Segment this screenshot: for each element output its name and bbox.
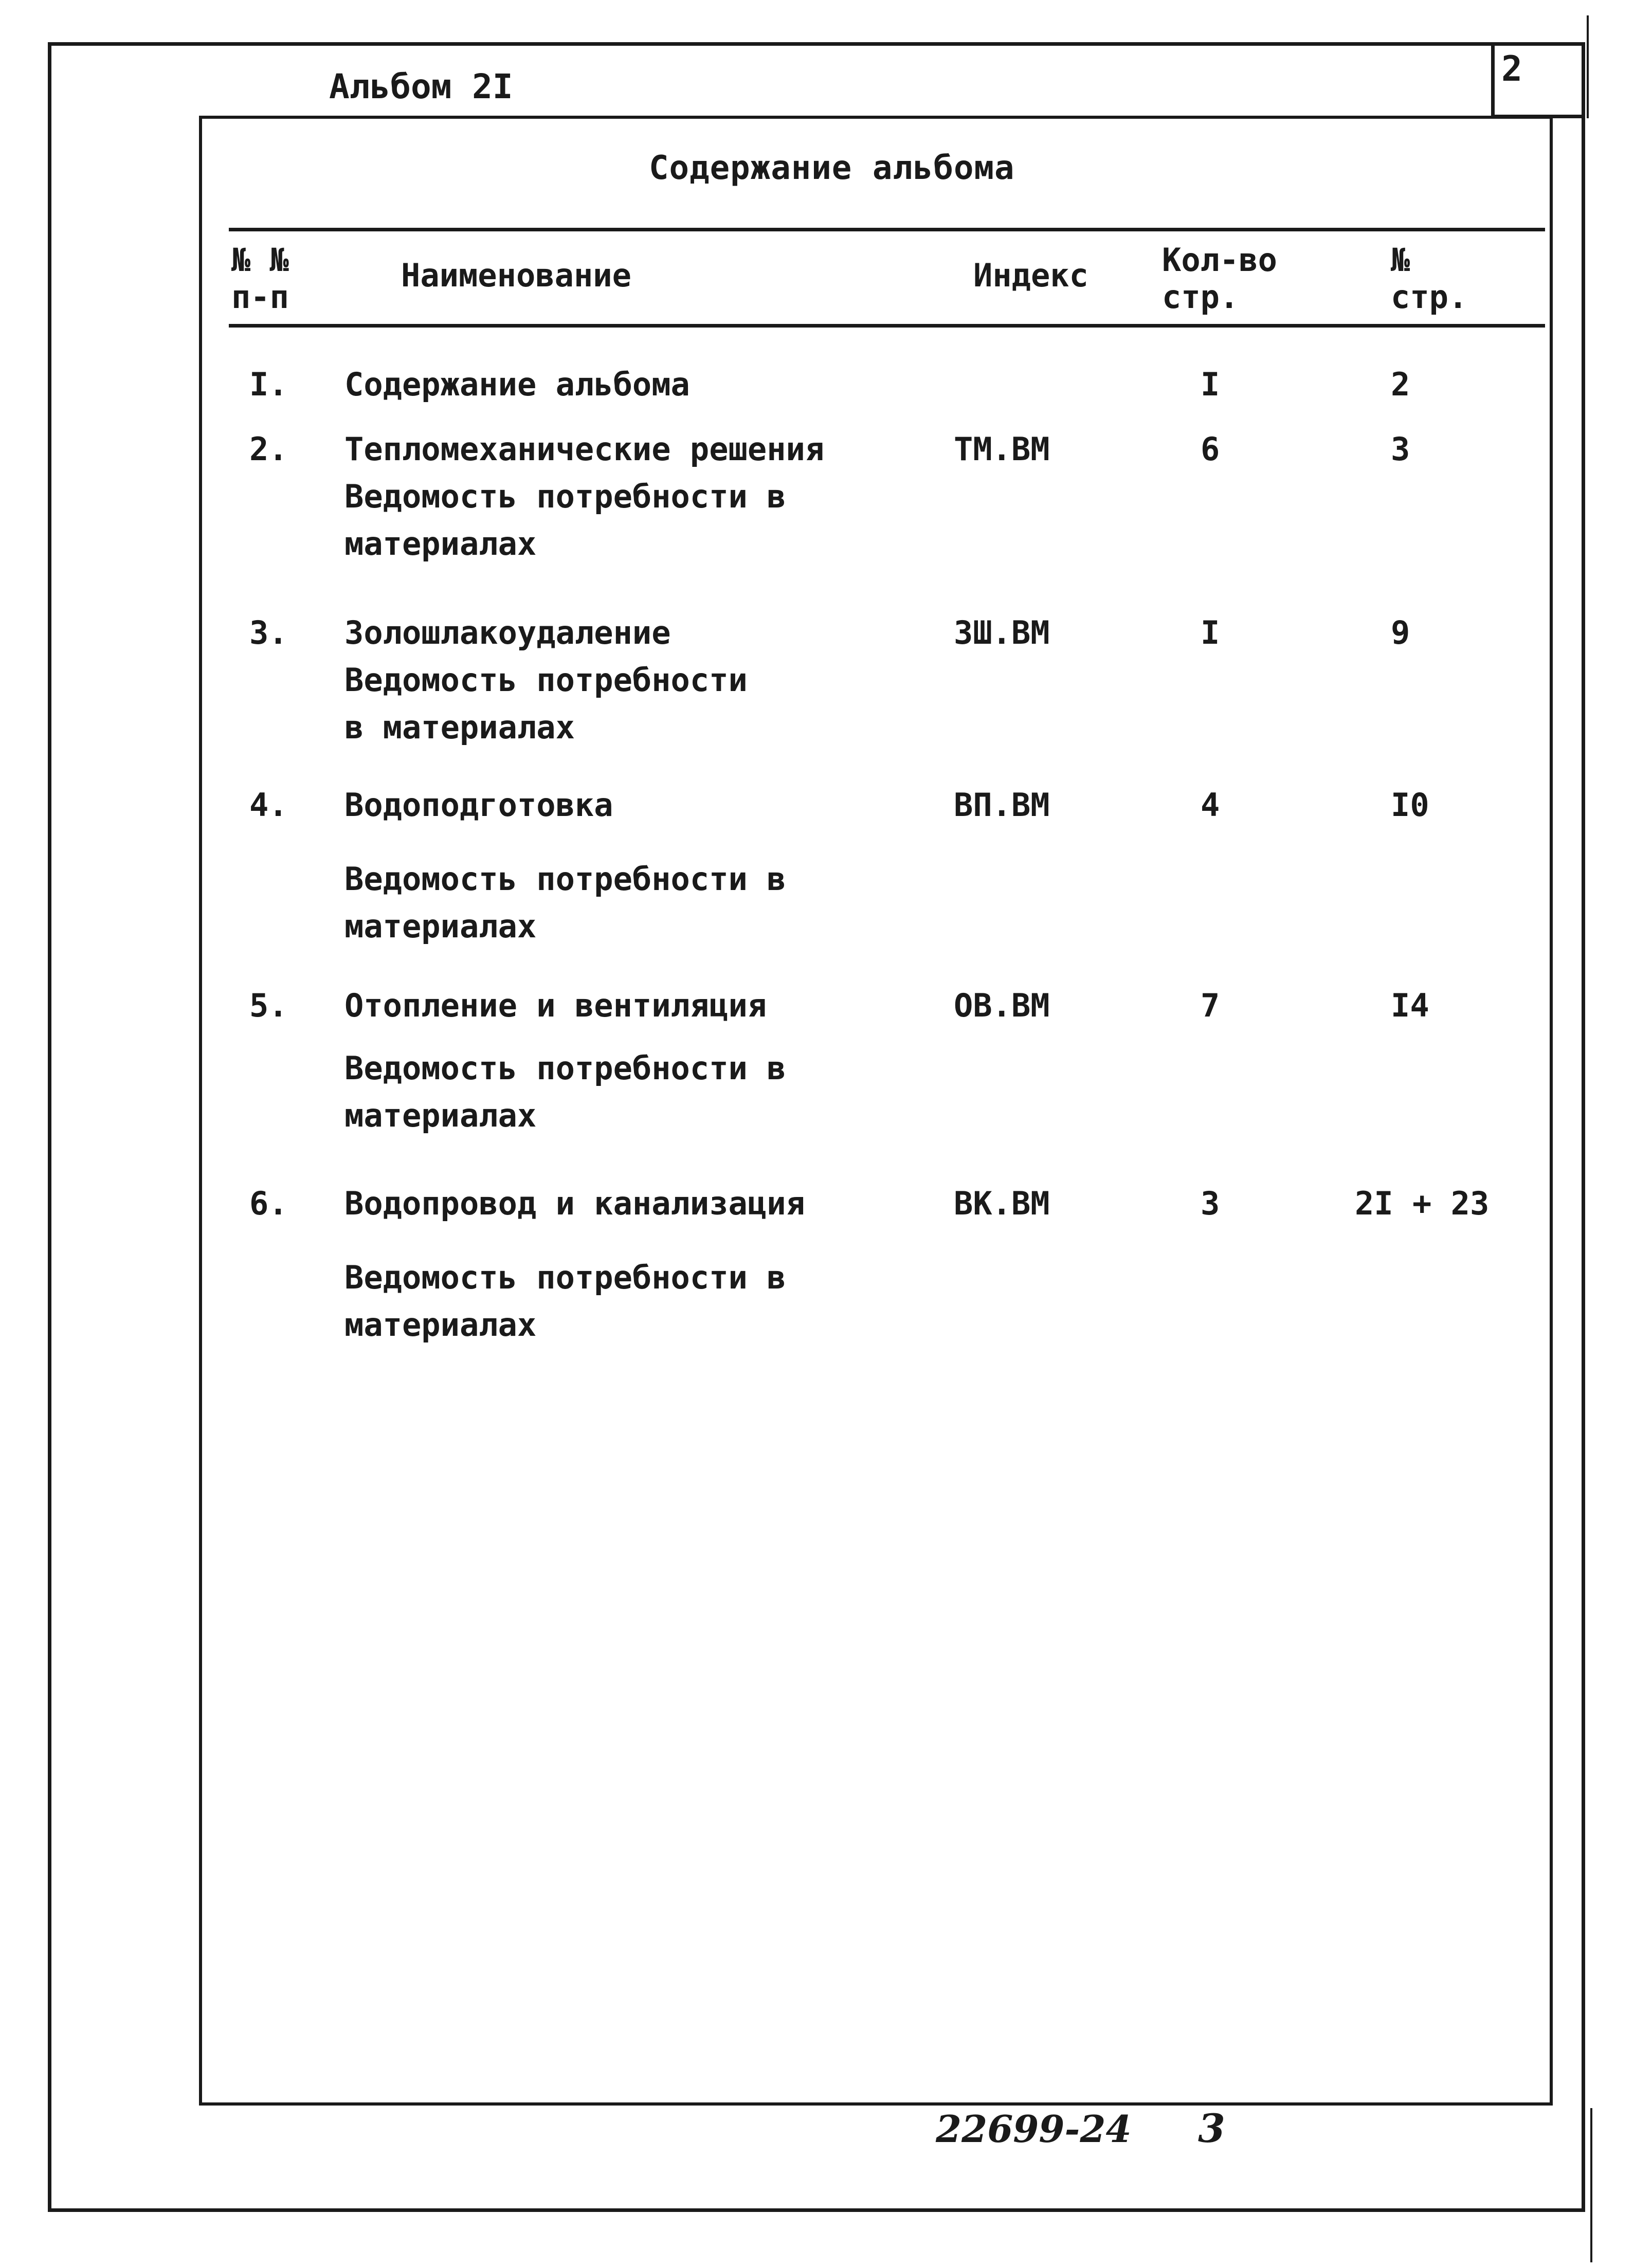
header-index: Индекс <box>973 257 1088 294</box>
header-pages <box>1162 242 1277 316</box>
row-name-line: Ведомость потребности в <box>344 1049 786 1087</box>
row-pages: 6 <box>1201 430 1220 468</box>
document-code: 22699-24 <box>936 2107 1132 2151</box>
row-name <box>344 982 786 1139</box>
row-start-page: 2 <box>1391 366 1410 403</box>
row-name <box>344 361 690 408</box>
row-num: 3. <box>249 614 288 651</box>
document-title: Содержание альбома <box>649 149 1015 187</box>
row-name-line: Содержание альбома <box>344 366 690 403</box>
row-pages: I <box>1201 614 1220 651</box>
scan-edge-mark <box>1590 2108 1592 2262</box>
row-name-line: Водоподготовка <box>344 786 613 824</box>
row-name <box>344 609 748 751</box>
row-name <box>344 1180 805 1349</box>
scan-edge-mark <box>1587 15 1589 118</box>
row-name <box>344 426 824 568</box>
row-pages: 3 <box>1201 1185 1220 1222</box>
row-name-line: материалах <box>344 1306 537 1344</box>
row-start-page: I0 <box>1391 786 1429 824</box>
row-name-line: Золошлакоудаление <box>344 614 671 651</box>
row-num: I. <box>249 366 288 403</box>
row-name-line: в материалах <box>344 709 575 746</box>
row-name-line: Отопление и вентиляция <box>344 987 767 1024</box>
row-name <box>344 782 786 950</box>
row-num: 4. <box>249 786 288 824</box>
header-pages-line2: стр. <box>1162 278 1239 316</box>
table-top-rule <box>229 228 1545 231</box>
row-start-page: 2I + 23 <box>1355 1185 1490 1222</box>
header-num <box>231 242 289 316</box>
row-start-page: 9 <box>1391 614 1410 651</box>
row-index: ОВ.ВМ <box>954 987 1050 1024</box>
row-pages: 4 <box>1201 786 1220 824</box>
row-name-line: Ведомость потребности в <box>344 478 786 515</box>
header-pages-line1: Кол-во <box>1162 241 1277 279</box>
table-header-rule <box>229 324 1545 328</box>
row-start-page: 3 <box>1391 430 1410 468</box>
row-name-line: Ведомость потребности в <box>344 860 786 898</box>
row-pages: I <box>1201 366 1220 403</box>
header-start-line2: стр. <box>1391 278 1468 316</box>
row-name-line: Ведомость потребности <box>344 661 748 699</box>
row-name-line: Водопровод и канализация <box>344 1185 805 1222</box>
row-index: ВП.ВМ <box>954 786 1050 824</box>
album-title: Альбом 2I <box>329 67 513 106</box>
row-name-line: Тепломеханические решения <box>344 430 825 468</box>
row-name-line: материалах <box>344 908 537 945</box>
row-name-line: материалах <box>344 525 537 563</box>
row-num: 2. <box>249 430 288 468</box>
row-num: 6. <box>249 1185 288 1222</box>
row-index: ВК.ВМ <box>954 1185 1050 1222</box>
row-index: ЗШ.ВМ <box>954 614 1050 651</box>
page-number: 2 <box>1501 49 1522 89</box>
row-index: ТМ.ВМ <box>954 430 1050 468</box>
row-num: 5. <box>249 987 288 1024</box>
row-name-line: Ведомость потребности в <box>344 1259 786 1296</box>
header-name: Наименование <box>401 257 631 294</box>
row-name-line: материалах <box>344 1097 537 1134</box>
row-pages: 7 <box>1201 987 1220 1024</box>
header-start-page <box>1391 242 1467 316</box>
header-num-line1: № № <box>231 241 289 279</box>
row-start-page: I4 <box>1391 987 1429 1024</box>
sheet-number: 3 <box>1198 2106 1225 2151</box>
header-start-line1: № <box>1391 241 1410 279</box>
header-num-line2: п-п <box>231 278 289 316</box>
